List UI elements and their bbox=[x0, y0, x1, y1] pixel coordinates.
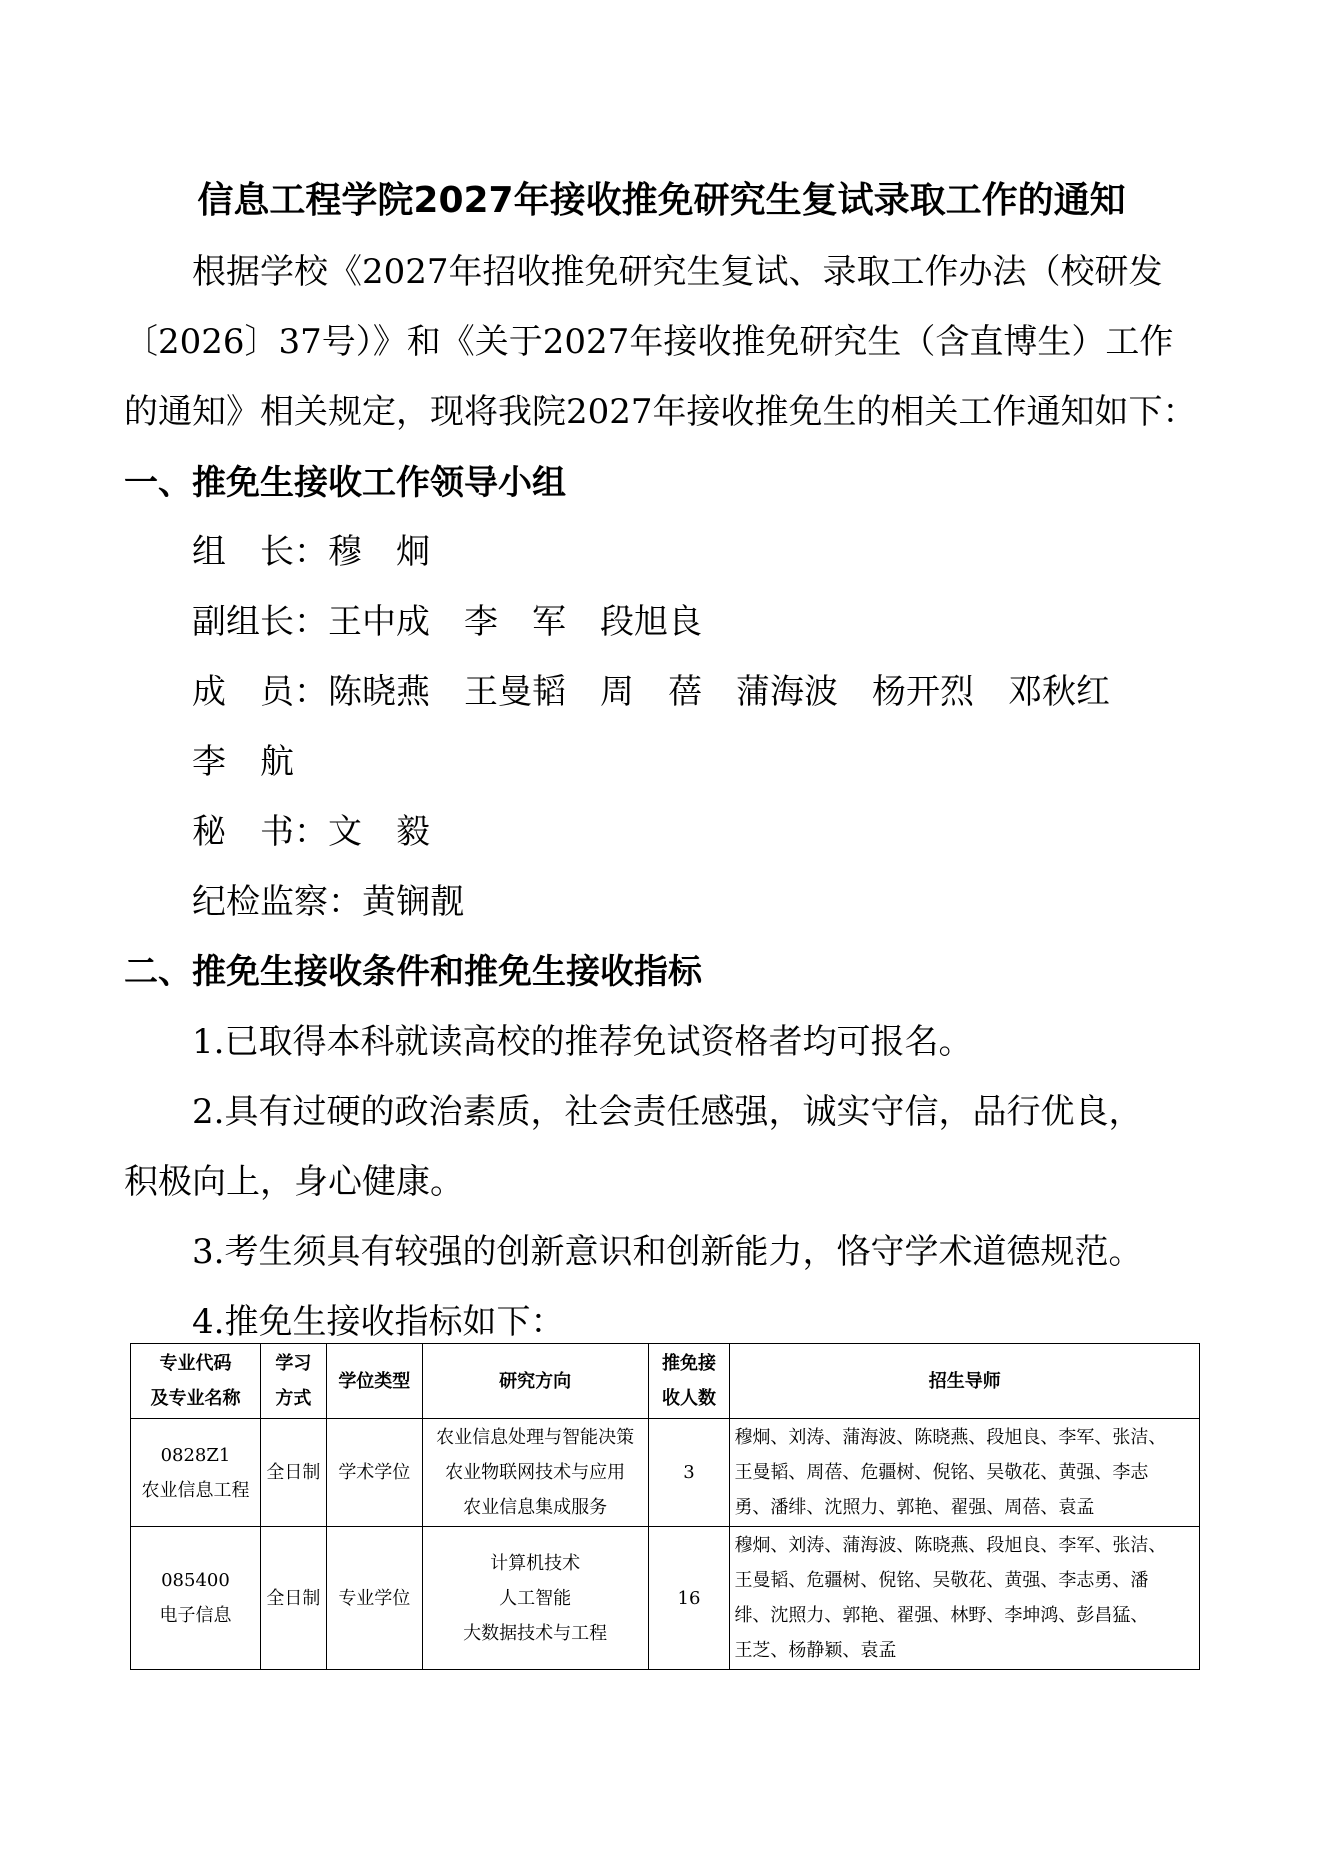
major-cell bbox=[131, 1527, 261, 1670]
condition-item-2-cont: 积极向上，身心健康。 bbox=[124, 1162, 464, 1202]
direction-cell bbox=[422, 1419, 648, 1527]
major-name: 电子信息 bbox=[159, 1605, 232, 1626]
member-name: 杨开烈 bbox=[872, 672, 974, 712]
tutors-cell bbox=[730, 1419, 1200, 1527]
direction: 农业信息集成服务 bbox=[463, 1497, 608, 1518]
study-mode: 全日制 bbox=[260, 1527, 326, 1670]
intro-line-3: 的通知》相关规定，现将我院2027年接收推免生的相关工作通知如下： bbox=[124, 392, 1197, 432]
major-code: 0828Z1 bbox=[160, 1444, 231, 1466]
member-name: 蒲海波 bbox=[736, 672, 838, 712]
direction: 大数据技术与工程 bbox=[463, 1622, 608, 1644]
major-code: 085400 bbox=[161, 1570, 230, 1591]
header-tutors: 招生导师 bbox=[730, 1344, 1200, 1419]
quota-number: 16 bbox=[648, 1527, 730, 1670]
section2-heading: 二、推免生接收条件和推免生接收指标 bbox=[124, 952, 702, 992]
table-row bbox=[131, 1527, 1200, 1670]
direction: 农业信息处理与智能决策 bbox=[436, 1427, 635, 1448]
leader-label: 组 长： bbox=[192, 532, 328, 572]
members-row bbox=[192, 664, 1110, 713]
table-header-row bbox=[131, 1344, 1200, 1419]
tutor-line: 王曼韬、危疆树、倪铭、吴敬花、黄强、李志勇、潘 bbox=[734, 1570, 1149, 1591]
member-name: 陈晓燕 bbox=[328, 672, 430, 712]
quota-table bbox=[130, 1343, 1200, 1670]
vice-label: 副组长： bbox=[192, 602, 328, 642]
members-continued: 李 航 bbox=[192, 742, 294, 782]
header-degree: 学位类型 bbox=[326, 1344, 422, 1419]
direction: 计算机技术 bbox=[490, 1552, 581, 1574]
direction: 农业物联网技术与应用 bbox=[445, 1462, 626, 1483]
tutor-line: 绯、沈照力、郭艳、翟强、林野、李坤鸿、彭昌猛、 bbox=[734, 1605, 1149, 1626]
tutor-line: 穆炯、刘涛、蒲海波、陈晓燕、段旭良、李军、张洁、 bbox=[734, 1535, 1167, 1556]
major-cell bbox=[131, 1419, 261, 1527]
header-text: 方式 bbox=[275, 1388, 312, 1409]
vice-leader-row bbox=[192, 594, 702, 643]
tutors-cell bbox=[730, 1527, 1200, 1670]
supervision-row bbox=[192, 874, 464, 923]
tutor-line: 王曼韬、周蓓、危疆树、倪铭、吴敬花、黄强、李志 bbox=[734, 1462, 1149, 1483]
major-name: 农业信息工程 bbox=[141, 1479, 250, 1501]
tutor-line: 穆炯、刘涛、蒲海波、陈晓燕、段旭良、李军、张洁、 bbox=[734, 1427, 1167, 1448]
document-title: 信息工程学院2027年接收推免研究生复试录取工作的通知 bbox=[197, 180, 1126, 221]
table-row bbox=[131, 1419, 1200, 1527]
tutor-line: 王芝、杨静颖、袁孟 bbox=[734, 1640, 897, 1661]
header-code bbox=[131, 1344, 261, 1419]
header-mode bbox=[260, 1344, 326, 1419]
study-mode: 全日制 bbox=[260, 1419, 326, 1527]
member-name: 周 蓓 bbox=[600, 672, 702, 712]
condition-item-1: 1.已取得本科就读高校的推荐免试资格者均可报名。 bbox=[192, 1022, 973, 1062]
condition-item-2: 2.具有过硬的政治素质，社会责任感强，诚实守信，品行优良， bbox=[192, 1092, 1143, 1132]
members-label: 成 员： bbox=[192, 672, 328, 712]
supervision-name: 黄锎靓 bbox=[362, 882, 464, 922]
intro-line-1: 根据学校《2027年招收推免研究生复试、录取工作办法（校研发 bbox=[192, 252, 1163, 292]
vice-name: 段旭良 bbox=[600, 602, 702, 642]
header-text: 专业代码 bbox=[159, 1353, 232, 1374]
direction-cell bbox=[422, 1527, 648, 1670]
secretary-label: 秘 书： bbox=[192, 812, 328, 852]
header-text: 推免接 bbox=[661, 1353, 716, 1374]
header-text: 收人数 bbox=[661, 1388, 716, 1409]
member-name: 王曼韬 bbox=[464, 672, 566, 712]
tutor-line: 勇、潘绯、沈照力、郭艳、翟强、周蓓、袁孟 bbox=[734, 1497, 1095, 1518]
intro-line-2: 〔2026〕37号）》和《关于2027年接收推免研究生（含直博生）工作 bbox=[124, 322, 1174, 362]
condition-item-4: 4.推免生接收指标如下： bbox=[192, 1302, 565, 1342]
header-text: 学习 bbox=[275, 1353, 312, 1374]
member-name: 邓秋红 bbox=[1008, 672, 1110, 712]
header-text: 及专业名称 bbox=[150, 1388, 241, 1409]
condition-item-3: 3.考生须具有较强的创新意识和创新能力，恪守学术道德规范。 bbox=[192, 1232, 1143, 1272]
header-direction: 研究方向 bbox=[422, 1344, 648, 1419]
section1-heading: 一、推免生接收工作领导小组 bbox=[124, 463, 566, 503]
supervision-label: 纪检监察： bbox=[192, 882, 362, 922]
secretary-name: 文 毅 bbox=[328, 812, 430, 852]
direction: 人工智能 bbox=[499, 1587, 572, 1609]
secretary-row bbox=[192, 804, 430, 853]
leader-name: 穆 炯 bbox=[328, 532, 430, 572]
header-quota bbox=[648, 1344, 730, 1419]
vice-name: 王中成 bbox=[328, 602, 430, 642]
leader-row bbox=[192, 524, 430, 573]
vice-name: 李 军 bbox=[464, 602, 566, 642]
quota-number: 3 bbox=[648, 1419, 730, 1527]
degree-type: 学术学位 bbox=[326, 1419, 422, 1527]
degree-type: 专业学位 bbox=[326, 1527, 422, 1670]
